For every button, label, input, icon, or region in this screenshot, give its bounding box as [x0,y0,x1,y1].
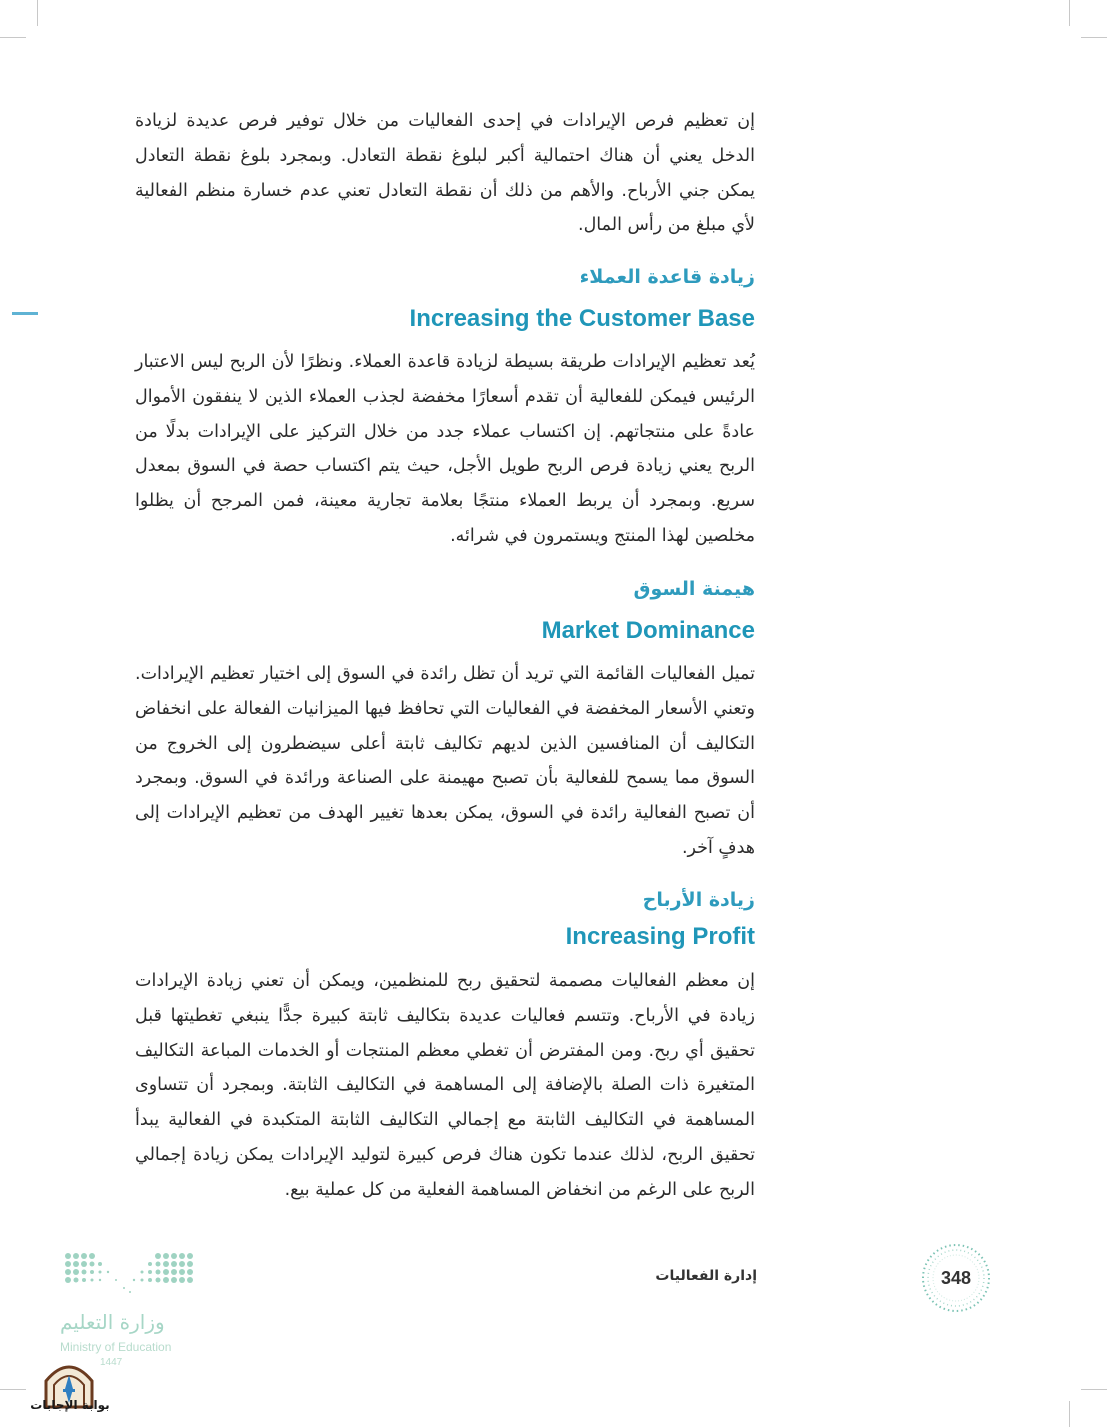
heading-market-dominance-en: Market Dominance [541,617,755,644]
page-number: 348 [940,1268,972,1288]
page-number-badge [914,1241,998,1315]
crop-mark-bottom-right-v [1069,1401,1070,1427]
ministry-name-en: Ministry of Education [60,1340,172,1354]
heading-market-dominance-ar: هيمنة السوق [633,578,755,600]
crop-mark-top-right-v [1069,0,1070,26]
customer-base-paragraph: يُعد تعظيم الإيرادات طريقة بسيطة لزيادة قاعدة العملاء. ونظرًا لأن الربح ليس الاعتبار الرئيس فيمكن للفعالية أن تقدم أسعارًا مخفضة لجذب العملاء الذين لا ينفقون الأموال عادةً على منتجاتهم. إن اكتساب عملاء جدد من خلال التركيز على الإيرادات بدلًا من الربح يعني زيادة فرص الربح طويل الأجل، حيث يتم اكتساب حصة في السوق بمعدل سريع. وبمجرد أن يربط العملاء منتجًا بعلامة تجارية معينة، فمن المرجح أن يظلوا مخلصين لهذا المنتج ويستمرون في شرائه. [135,352,755,546]
crop-mark-bottom-right-h [1081,1389,1107,1390]
heading-increasing-profit-ar: زيادة الأرباح [642,889,755,911]
crop-mark-top-left-v [37,0,38,26]
crop-mark-bottom-left-h [0,1389,26,1390]
margin-marker [12,312,38,315]
crop-mark-top-left-h [0,37,26,38]
crop-mark-top-right-h [1081,37,1107,38]
increasing-profit-paragraph: إن معظم الفعاليات مصممة لتحقيق ربح للمنظمين، ويمكن أن تعني زيادة الإيرادات زيادة في الأرباح. وتتسم فعاليات عديدة بتكاليف ثابتة كبيرة جدًّا ينبغي تغطيتها قبل تحقيق أي ربح. ومن المفترض أن تغطي معظم المنتجات أو الخدمات المباعة التكاليف المتغيرة ذات الصلة بالإضافة إلى المساهمة في التكاليف الثابتة. وبمجرد أن تتساوى المساهمة في التكاليف الثابتة مع إجمالي التكاليف الثابتة المتكبدة في الفعالية يبدأ تحقيق الربح، لذلك عندما تكون هناك فرص كبيرة لتوليد الإيرادات يمكن زيادة إجمالي الربح على الرغم من انخفاض المساهمة الفعلية من كل عملية بيع. [135,971,755,1200]
ministry-year: 1447 [100,1357,123,1368]
heading-increasing-profit-en: Increasing Profit [565,923,755,950]
intro-paragraph: إن تعظيم فرص الإيرادات في إحدى الفعاليات من خلال توفير فرص عديدة لزيادة الدخل يعني أن هناك احتمالية أكبر لبلوغ نقطة التعادل. وبمجرد بلوغ نقطة التعادل يمكن جني الأرباح. والأهم من ذلك أن نقطة التعادل تعني عدم خسارة منظم الفعالية لأي مبلغ من رأس المال. [135,111,755,236]
answers-gate-label: بوابة الإجابات [30,1398,110,1412]
heading-customer-base-en: Increasing the Customer Base [409,305,755,332]
market-dominance-paragraph: تميل الفعاليات القائمة التي تريد أن تظل رائدة في السوق إلى اختيار تعظيم الإيرادات. وتعني الأسعار المخفضة في الفعاليات التي تحافظ فيها الميزانيات الفعالة على انخفاض التكاليف أن المنافسين الذين لديهم تكاليف ثابتة أعلى سيضطرون إلى الخروج من السوق مما يسمح للفعالية بأن تصبح مهيمنة على الصناعة ورائدة في السوق. وبمجرد أن تصبح الفعالية رائدة في السوق، يمكن بعدها تغيير الهدف من تعظيم الإيرادات إلى هدفٍ آخر. [135,664,755,858]
ministry-dots-icon [62,1250,202,1298]
heading-customer-base-ar: زيادة قاعدة العملاء [579,266,755,288]
ministry-name-ar: وزارة التعليم [60,1310,165,1334]
book-title: إدارة الفعاليات [655,1268,757,1284]
